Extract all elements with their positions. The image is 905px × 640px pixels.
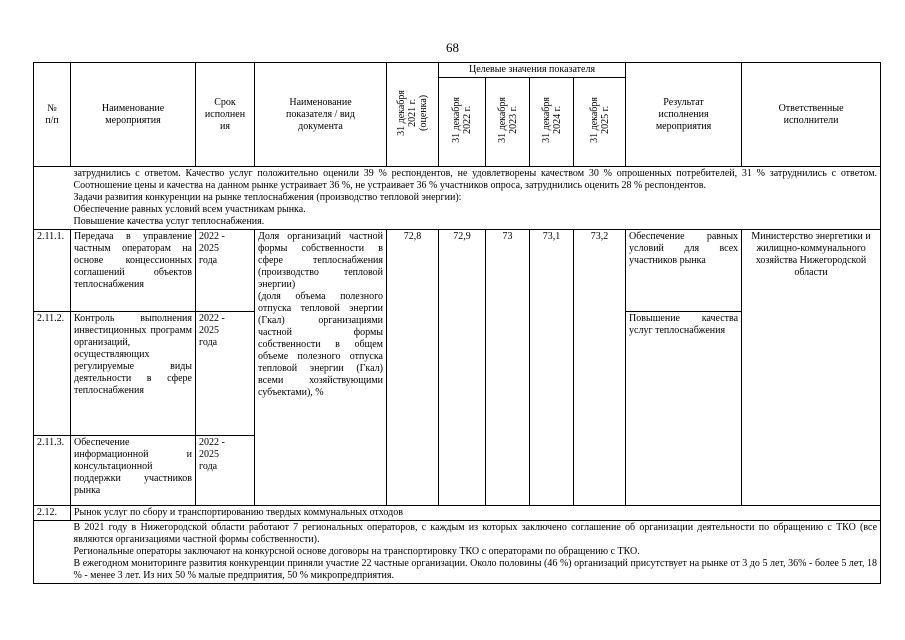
value-2023: 73 <box>486 230 530 506</box>
measure-term: 2022 - 2025 года <box>196 312 255 436</box>
measure-num: 2.11.2. <box>34 312 71 436</box>
outro-paragraph: В 2021 году в Нижегородской области работают 7 региональных операторов, с каждым из которых заключено соглашение об организации деятельности по обращению с ТКО (все являются организациями частной формы собственности). <box>73 522 878 545</box>
header-year-2025: 31 декабря 2025 г. <box>574 78 626 167</box>
section-num: 2.12. <box>34 506 71 521</box>
measure-num: 2.11.1. <box>34 230 71 312</box>
measure-result: Повышение качества услуг теплоснабжения <box>626 312 742 506</box>
header-targets-group: Целевые значения показателя <box>439 63 626 78</box>
section-row <box>34 506 881 521</box>
value-2021: 72,8 <box>387 230 439 506</box>
intro-paragraph: Повышение качества услуг теплоснабжения. <box>73 216 265 227</box>
header-num: № п/п <box>34 63 71 167</box>
measure-num: 2.11.3. <box>34 436 71 506</box>
value-2022: 72,9 <box>439 230 486 506</box>
header-indicator: Наименование показателя / вид документа <box>255 63 387 167</box>
measure-result: Обеспечение равных условий для всех участников рынка <box>626 230 742 312</box>
outro-paragraph: В ежегодном мониторинге развития конкуренции приняли участие 22 частные организации. Около половины (46 %) организаций присутствует на рынке от 3 до 5 лет, 36% - более 5 лет, 18 % - менее 3 лет. Из них 50 % малые предприятия, 50 % микропредприятия. <box>73 558 878 581</box>
intro-paragraph: Обеспечение равных условий всем участникам рынка. <box>73 204 306 215</box>
header-year-2024: 31 декабря 2024 г. <box>530 78 574 167</box>
section-title: Рынок услуг по сбору и транспортированию твердых коммунальных отходов <box>71 506 881 521</box>
outro-paragraph: Региональные операторы заключают на конкурсной основе договоры на транспортировку ТКО с операторами по обращению с ТКО. <box>73 546 640 557</box>
header-result: Результат исполнения мероприятия <box>626 63 742 167</box>
header-year-2022: 31 декабря 2022 г. <box>439 78 486 167</box>
header-year-2021: 31 декабря 2021 г. (оценка) <box>387 63 439 167</box>
header-row <box>34 63 881 78</box>
header-year-2023: 31 декабря 2023 г. <box>486 78 530 167</box>
measure-term: 2022 - 2025 года <box>196 230 255 312</box>
intro-row <box>34 167 881 230</box>
responsible-executor: Министерство энергетики и жилищно-коммунального хозяйства Нижегородской области <box>742 230 881 506</box>
intro-paragraph: затруднились с ответом. Качество услуг положительно оценили 39 % респондентов, не удовлетворены качеством 30 % опрошенных потребителей, 31 % затруднились с ответом. Соотношение цены и качества на данном рынке устраивает 36 %, не устраивает 36 % участников опроса, затруднились оценить 28 % респондентов. <box>73 168 878 191</box>
value-2025: 73,2 <box>574 230 626 506</box>
intro-paragraph: Задачи развития конкуренции на рынке теплоснабжения (производство тепловой энергии): <box>73 192 462 203</box>
measure-name: Контроль выполнения инвестиционных программ организаций, осуществляющих регулируемые виды деятельности в сфере теплоснабжения <box>71 312 196 436</box>
measure-term: 2022 - 2025 года <box>196 436 255 506</box>
header-term: Срок исполнен ия <box>196 63 255 167</box>
intro-text <box>71 167 881 230</box>
measure-name: Обеспечение информационной и консультационной поддержки участников рынка <box>71 436 196 506</box>
header-name: Наименование мероприятия <box>71 63 196 167</box>
header-responsible: Ответственные исполнители <box>742 63 881 167</box>
page-number: 68 <box>446 40 459 55</box>
outro-text <box>71 521 881 584</box>
indicator-description <box>255 230 387 506</box>
indicator-title: Доля организаций частной формы собственности в сфере теплоснабжения (производство тепловой энергии) <box>258 231 383 290</box>
indicator-detail: (доля объема полезного отпуска тепловой энергии (Гкал) организациями частной формы собственности в общем объеме полезного отпуска тепловой энергии (Гкал) всеми хозяйствующими субъектами), % <box>258 291 383 398</box>
measure-name: Передача в управление частным операторам на основе концессионных соглашений объектов теплоснабжения <box>71 230 196 312</box>
outro-row <box>34 521 881 584</box>
value-2024: 73,1 <box>530 230 574 506</box>
measure-row <box>34 230 881 312</box>
measures-table <box>33 62 881 584</box>
